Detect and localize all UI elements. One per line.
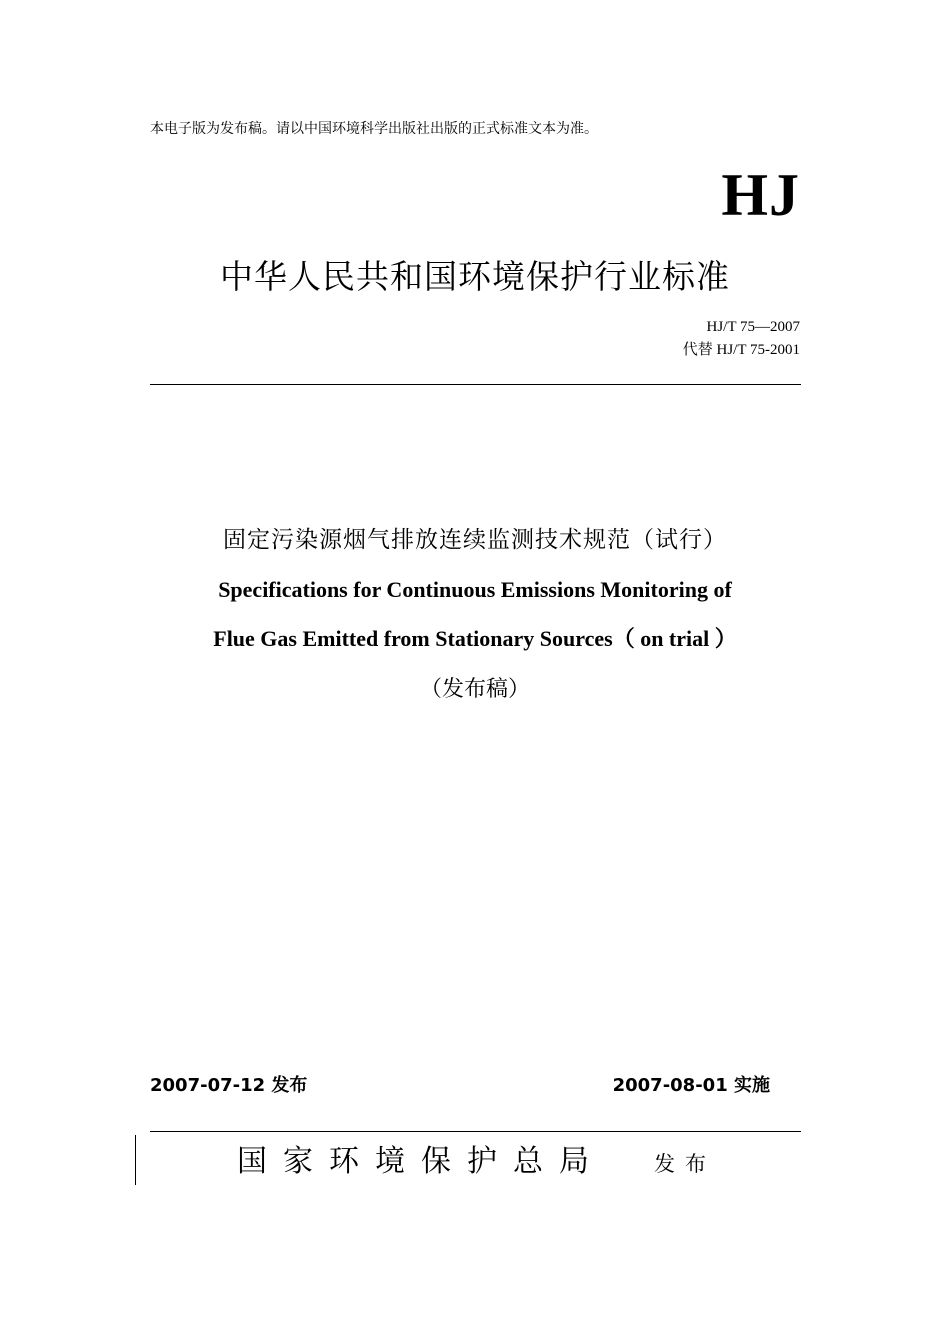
publisher-suffix: 发布 — [654, 1152, 716, 1176]
footer-divider — [150, 1131, 801, 1132]
document-notice: 本电子版为发布稿。请以中国环境科学出版社出版的正式标准文本为准。 — [150, 121, 598, 137]
implement-date: 2007-08-01 实施 — [612, 1075, 770, 1096]
publisher-name: 国家环境保护总局 — [237, 1144, 605, 1179]
document-title-en-line2: Flue Gas Emitted from Stationary Sources（ on trial ） — [213, 626, 737, 651]
replaces-standard: 代替 HJ/T 75-2001 — [682, 342, 800, 358]
hj-logo: HJ — [721, 162, 800, 228]
margin-bar — [135, 1135, 136, 1185]
document-title-zh: 固定污染源烟气排放连续监测技术规范（试行） — [223, 527, 727, 553]
standard-number: HJ/T 75—2007 — [706, 319, 800, 335]
draft-label: （发布稿） — [419, 677, 530, 702]
standard-category-title: 中华人民共和国环境保护行业标准 — [220, 257, 730, 296]
header-divider — [150, 384, 801, 385]
document-title-en-line1: Specifications for Continuous Emissions Monitoring of — [218, 577, 732, 602]
publish-date: 2007-07-12 发布 — [150, 1075, 308, 1096]
